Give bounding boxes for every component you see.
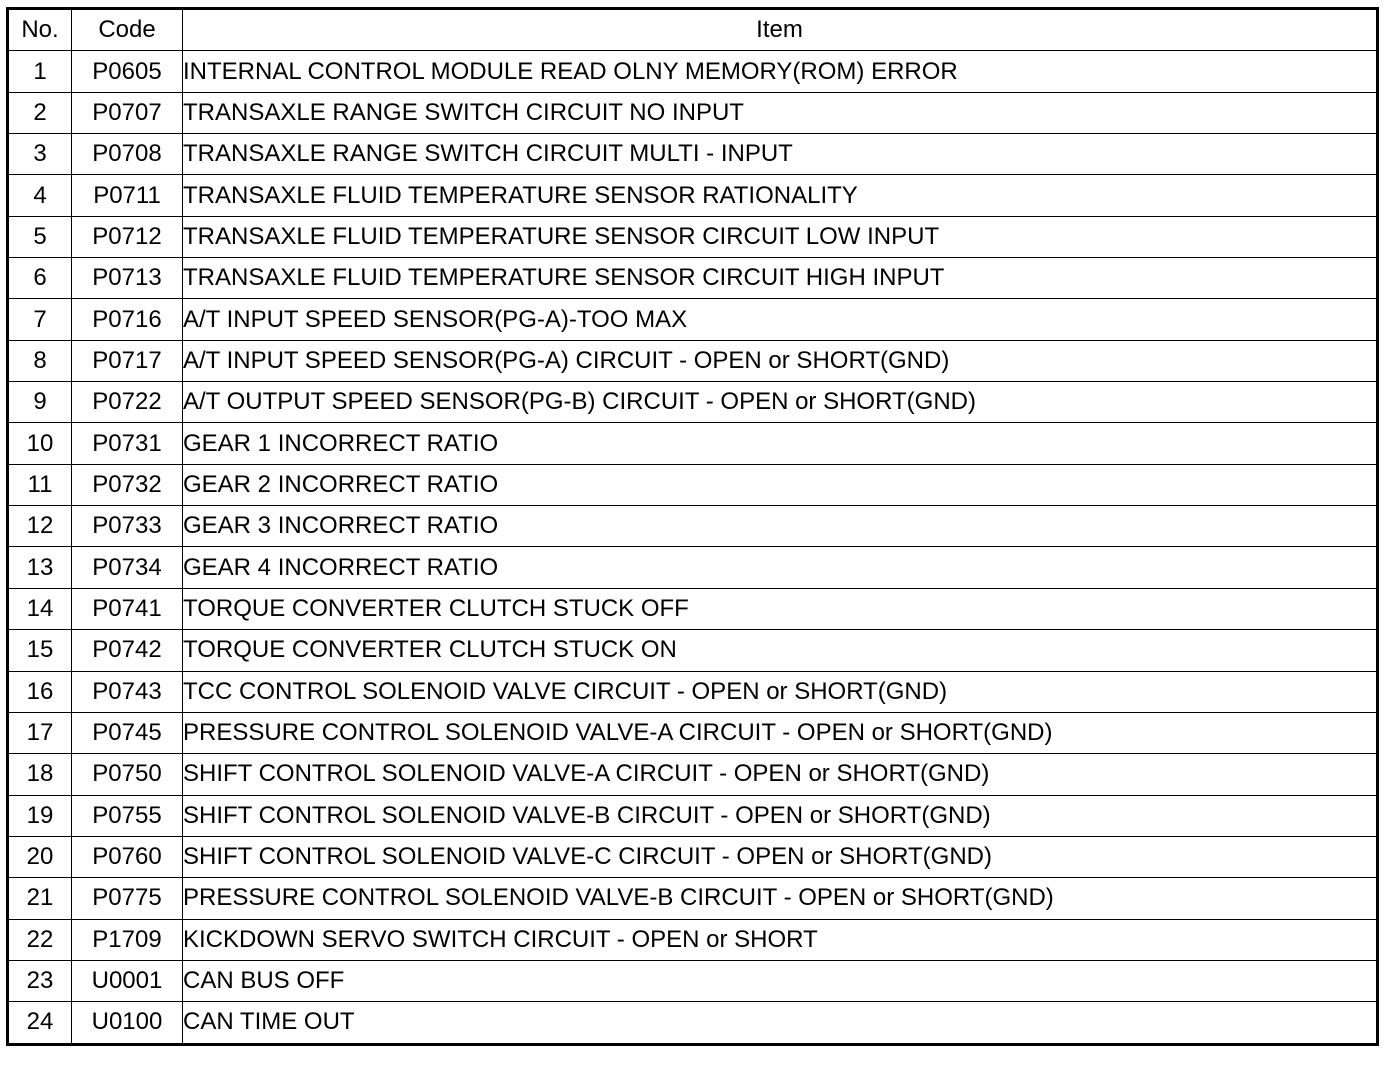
table-row [8, 506, 1378, 547]
cell-item: TRANSAXLE FLUID TEMPERATURE SENSOR CIRCUIT LOW INPUT [183, 216, 1378, 257]
cell-item: GEAR 4 INCORRECT RATIO [183, 547, 1378, 588]
cell-item: CAN TIME OUT [183, 1002, 1378, 1044]
header-row [8, 9, 1378, 51]
table-body [8, 51, 1378, 1044]
table-row [8, 423, 1378, 464]
cell-no: 10 [8, 423, 72, 464]
cell-item: A/T INPUT SPEED SENSOR(PG-A) CIRCUIT - OPEN or SHORT(GND) [183, 340, 1378, 381]
table-row [8, 588, 1378, 629]
cell-item: TORQUE CONVERTER CLUTCH STUCK OFF [183, 588, 1378, 629]
cell-item: PRESSURE CONTROL SOLENOID VALVE-B CIRCUIT - OPEN or SHORT(GND) [183, 878, 1378, 919]
table-row [8, 1002, 1378, 1044]
cell-item: INTERNAL CONTROL MODULE READ OLNY MEMORY(ROM) ERROR [183, 51, 1378, 92]
cell-code: P0711 [72, 175, 183, 216]
table-row [8, 836, 1378, 877]
table-row [8, 547, 1378, 588]
cell-code: P0605 [72, 51, 183, 92]
cell-no: 23 [8, 960, 72, 1001]
cell-item: TRANSAXLE FLUID TEMPERATURE SENSOR CIRCUIT HIGH INPUT [183, 258, 1378, 299]
cell-item: TRANSAXLE FLUID TEMPERATURE SENSOR RATIONALITY [183, 175, 1378, 216]
table-row [8, 795, 1378, 836]
cell-code: P0743 [72, 671, 183, 712]
table-row [8, 919, 1378, 960]
dtc-table [6, 7, 1379, 1046]
cell-no: 20 [8, 836, 72, 877]
cell-code: P0755 [72, 795, 183, 836]
table-row [8, 960, 1378, 1001]
cell-code: P0760 [72, 836, 183, 877]
cell-code: P0745 [72, 712, 183, 753]
table-row [8, 712, 1378, 753]
table-row [8, 258, 1378, 299]
cell-code: P0707 [72, 92, 183, 133]
cell-item: A/T OUTPUT SPEED SENSOR(PG-B) CIRCUIT - OPEN or SHORT(GND) [183, 382, 1378, 423]
cell-item: SHIFT CONTROL SOLENOID VALVE-B CIRCUIT - OPEN or SHORT(GND) [183, 795, 1378, 836]
cell-no: 19 [8, 795, 72, 836]
table-row [8, 134, 1378, 175]
cell-no: 2 [8, 92, 72, 133]
cell-code: U0001 [72, 960, 183, 1001]
table-header [8, 9, 1378, 51]
table-row [8, 630, 1378, 671]
table-row [8, 175, 1378, 216]
table-row [8, 671, 1378, 712]
cell-no: 18 [8, 754, 72, 795]
header-no: No. [8, 9, 72, 51]
cell-item: KICKDOWN SERVO SWITCH CIRCUIT - OPEN or SHORT [183, 919, 1378, 960]
cell-no: 8 [8, 340, 72, 381]
cell-no: 21 [8, 878, 72, 919]
cell-no: 3 [8, 134, 72, 175]
cell-item: GEAR 1 INCORRECT RATIO [183, 423, 1378, 464]
cell-no: 24 [8, 1002, 72, 1044]
cell-item: CAN BUS OFF [183, 960, 1378, 1001]
cell-item: SHIFT CONTROL SOLENOID VALVE-A CIRCUIT - OPEN or SHORT(GND) [183, 754, 1378, 795]
cell-code: P0731 [72, 423, 183, 464]
cell-item: TORQUE CONVERTER CLUTCH STUCK ON [183, 630, 1378, 671]
cell-code: P0716 [72, 299, 183, 340]
cell-item: TRANSAXLE RANGE SWITCH CIRCUIT NO INPUT [183, 92, 1378, 133]
header-code: Code [72, 9, 183, 51]
table-row [8, 754, 1378, 795]
cell-no: 5 [8, 216, 72, 257]
table-row [8, 299, 1378, 340]
table-row [8, 340, 1378, 381]
cell-code: P0732 [72, 464, 183, 505]
cell-code: U0100 [72, 1002, 183, 1044]
cell-no: 6 [8, 258, 72, 299]
cell-no: 7 [8, 299, 72, 340]
cell-code: P0722 [72, 382, 183, 423]
cell-item: GEAR 3 INCORRECT RATIO [183, 506, 1378, 547]
cell-no: 4 [8, 175, 72, 216]
cell-no: 9 [8, 382, 72, 423]
table-row [8, 382, 1378, 423]
cell-item: A/T INPUT SPEED SENSOR(PG-A)-TOO MAX [183, 299, 1378, 340]
cell-code: P0741 [72, 588, 183, 629]
cell-item: GEAR 2 INCORRECT RATIO [183, 464, 1378, 505]
cell-code: P0742 [72, 630, 183, 671]
table-row [8, 51, 1378, 92]
table-row [8, 216, 1378, 257]
table-row [8, 464, 1378, 505]
table-row [8, 92, 1378, 133]
table-row [8, 878, 1378, 919]
cell-no: 16 [8, 671, 72, 712]
cell-code: P0734 [72, 547, 183, 588]
cell-code: P0733 [72, 506, 183, 547]
cell-code: P0708 [72, 134, 183, 175]
cell-item: TCC CONTROL SOLENOID VALVE CIRCUIT - OPEN or SHORT(GND) [183, 671, 1378, 712]
cell-code: P1709 [72, 919, 183, 960]
cell-no: 15 [8, 630, 72, 671]
cell-no: 14 [8, 588, 72, 629]
cell-no: 1 [8, 51, 72, 92]
cell-no: 12 [8, 506, 72, 547]
cell-code: P0750 [72, 754, 183, 795]
cell-item: PRESSURE CONTROL SOLENOID VALVE-A CIRCUIT - OPEN or SHORT(GND) [183, 712, 1378, 753]
cell-no: 13 [8, 547, 72, 588]
cell-item: TRANSAXLE RANGE SWITCH CIRCUIT MULTI - INPUT [183, 134, 1378, 175]
cell-no: 17 [8, 712, 72, 753]
cell-code: P0712 [72, 216, 183, 257]
cell-code: P0717 [72, 340, 183, 381]
cell-no: 22 [8, 919, 72, 960]
header-item: Item [183, 9, 1378, 51]
cell-code: P0775 [72, 878, 183, 919]
cell-item: SHIFT CONTROL SOLENOID VALVE-C CIRCUIT - OPEN or SHORT(GND) [183, 836, 1378, 877]
cell-no: 11 [8, 464, 72, 505]
cell-code: P0713 [72, 258, 183, 299]
